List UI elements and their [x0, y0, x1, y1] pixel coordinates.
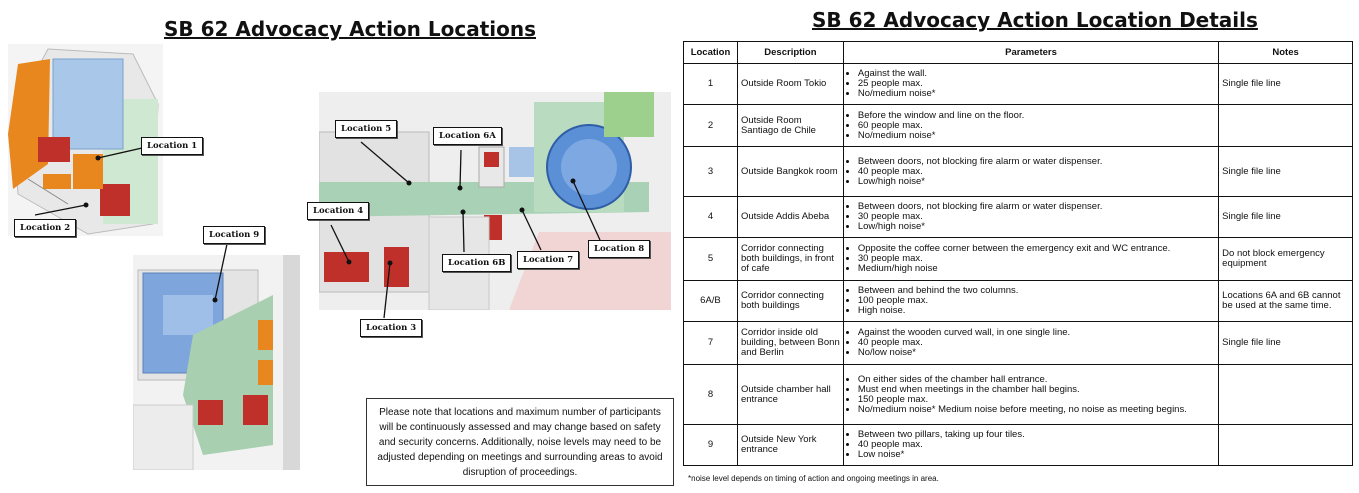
cell-location: 8	[684, 365, 738, 425]
table-row	[684, 147, 1353, 197]
cell-parameters	[843, 238, 1218, 281]
table-row	[684, 425, 1353, 466]
cell-notes	[1219, 425, 1353, 466]
table-row	[684, 64, 1353, 105]
parameter-item: • Against the wall.	[858, 69, 1215, 79]
parameter-item: • Opposite the coffee corner between the emergency exit and WC entrance.	[858, 244, 1215, 254]
cell-description: Outside New York entrance	[737, 425, 843, 466]
cell-parameters	[843, 64, 1218, 105]
map-label-location-4: Location 4	[307, 202, 369, 220]
parameter-item: • Between doors, not blocking fire alarm or water dispenser.	[858, 202, 1215, 212]
cell-location: 6A/B	[684, 281, 738, 322]
cell-parameters	[843, 365, 1218, 425]
map-label-location-6b: Location 6B	[442, 254, 511, 272]
parameter-item: • 100 people max.	[858, 296, 1215, 306]
page-title-details: SB 62 Advocacy Action Location Details	[812, 8, 1258, 32]
parameter-item: • Medium/high noise	[858, 264, 1215, 274]
map-label-location-1: Location 1	[141, 137, 203, 155]
cell-location: 9	[684, 425, 738, 466]
parameter-item: • 60 people max.	[858, 121, 1215, 131]
parameter-item: • Between doors, not blocking fire alarm or water dispenser.	[858, 157, 1215, 167]
footnote: *noise level depends on timing of action and ongoing meetings in area.	[688, 474, 939, 483]
cell-description: Corridor inside old building, between Bonn and Berlin	[737, 322, 843, 365]
parameter-item: • Between two pillars, taking up four tiles.	[858, 430, 1215, 440]
parameter-item: • 30 people max.	[858, 254, 1215, 264]
parameter-item: • Low/high noise*	[858, 177, 1215, 187]
table-row	[684, 197, 1353, 238]
parameter-item: • 40 people max.	[858, 338, 1215, 348]
cell-parameters	[843, 147, 1218, 197]
map-label-location-6a: Location 6A	[433, 127, 502, 145]
cell-notes	[1219, 365, 1353, 425]
cell-parameters	[843, 197, 1218, 238]
table-row	[684, 322, 1353, 365]
parameter-item: • Against the wooden curved wall, in one single line.	[858, 328, 1215, 338]
cell-parameters	[843, 425, 1218, 466]
cell-description: Outside Room Tokio	[737, 64, 843, 105]
cell-notes: Single file line	[1219, 147, 1353, 197]
cell-notes	[1219, 105, 1353, 147]
cell-notes: Single file line	[1219, 197, 1353, 238]
parameter-item: • No/low noise*	[858, 348, 1215, 358]
map-label-location-5: Location 5	[335, 120, 397, 138]
disclaimer-note: Please note that locations and maximum number of participants will be continuously assessed and may change based on safety and security concerns. Additionally, noise levels may need to be adjusted depending on meetings and surrounding areas to avoid disruption of proceedings.	[366, 398, 674, 486]
cell-location: 3	[684, 147, 738, 197]
location-details-table	[683, 41, 1353, 466]
header-location: Location	[684, 42, 738, 64]
map-label-location-3: Location 3	[360, 319, 422, 337]
cell-description: Outside Addis Abeba	[737, 197, 843, 238]
parameter-item: • No/medium noise*	[858, 89, 1215, 99]
header-description: Description	[737, 42, 843, 64]
page-title-locations: SB 62 Advocacy Action Locations	[164, 17, 537, 41]
parameter-item: • Between and behind the two columns.	[858, 286, 1215, 296]
cell-notes: Single file line	[1219, 64, 1353, 105]
parameter-item: • Low/high noise*	[858, 222, 1215, 232]
parameter-item: • Must end when meetings in the chamber hall begins.	[858, 385, 1215, 395]
map-label-location-8: Location 8	[588, 240, 650, 258]
cell-location: 7	[684, 322, 738, 365]
table-header-row	[684, 42, 1353, 64]
parameter-item: • 30 people max.	[858, 212, 1215, 222]
cell-description: Corridor connecting both buildings	[737, 281, 843, 322]
table-row	[684, 365, 1353, 425]
table-row	[684, 238, 1353, 281]
table-row	[684, 281, 1353, 322]
parameter-item: • Low noise*	[858, 450, 1215, 460]
parameter-item: • 40 people max.	[858, 167, 1215, 177]
map-label-location-7: Location 7	[517, 251, 579, 269]
parameter-item: • No/medium noise*	[858, 131, 1215, 141]
cell-parameters	[843, 105, 1218, 147]
cell-notes: Do not block emergency equipment	[1219, 238, 1353, 281]
header-parameters: Parameters	[843, 42, 1218, 64]
cell-location: 5	[684, 238, 738, 281]
parameter-item: • Before the window and line on the floor.	[858, 111, 1215, 121]
cell-description: Outside chamber hall entrance	[737, 365, 843, 425]
parameter-item: • 25 people max.	[858, 79, 1215, 89]
cell-notes: Locations 6A and 6B cannot be used at the same time.	[1219, 281, 1353, 322]
cell-parameters	[843, 322, 1218, 365]
parameter-item: • 40 people max.	[858, 440, 1215, 450]
cell-description: Outside Bangkok room	[737, 147, 843, 197]
parameter-item: • On either sides of the chamber hall entrance.	[858, 375, 1215, 385]
map-label-location-2: Location 2	[14, 219, 76, 237]
cell-description: Corridor connecting both buildings, in front of cafe	[737, 238, 843, 281]
cell-location: 4	[684, 197, 738, 238]
cell-notes: Single file line	[1219, 322, 1353, 365]
cell-location: 2	[684, 105, 738, 147]
map-label-location-9: Location 9	[203, 226, 265, 244]
cell-description: Outside Room Santiago de Chile	[737, 105, 843, 147]
header-notes: Notes	[1219, 42, 1353, 64]
parameter-item: • 150 people max.	[858, 395, 1215, 405]
parameter-item: • High noise.	[858, 306, 1215, 316]
table-row	[684, 105, 1353, 147]
parameter-item: • No/medium noise* Medium noise before meeting, no noise as meeting begins.	[858, 405, 1215, 415]
cell-location: 1	[684, 64, 738, 105]
cell-parameters	[843, 281, 1218, 322]
